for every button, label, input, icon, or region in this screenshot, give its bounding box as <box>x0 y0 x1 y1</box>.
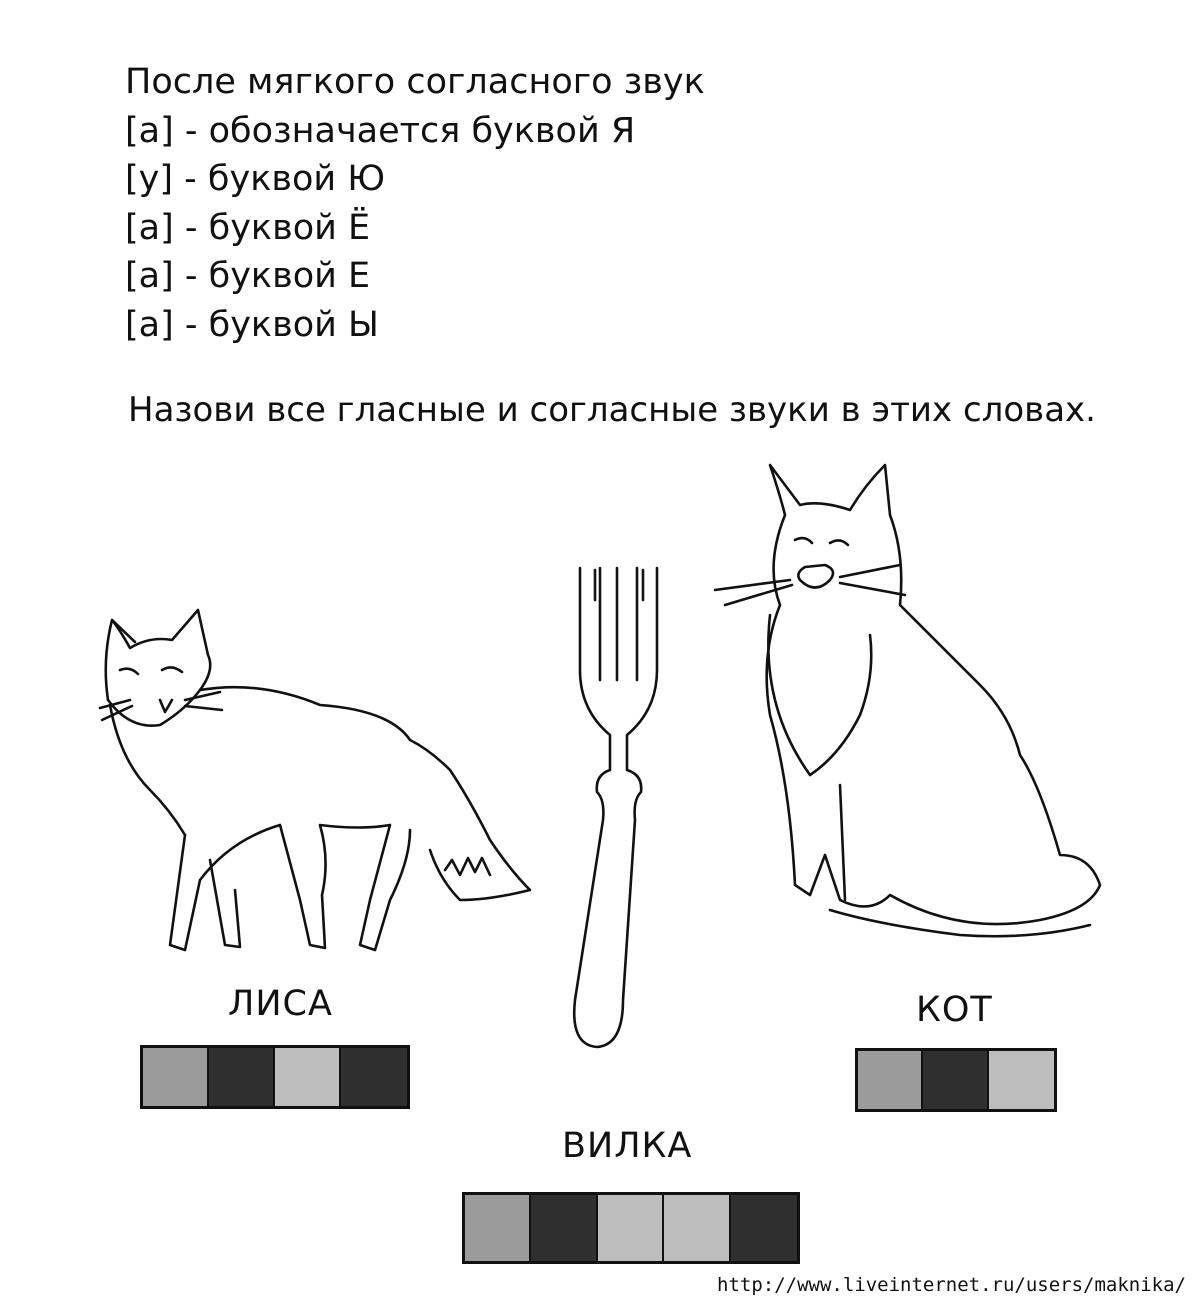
word-fox: ЛИСА <box>228 984 333 1024</box>
sound-scheme-cat <box>855 1048 1057 1112</box>
scheme-cell <box>143 1048 209 1106</box>
cat-illustration <box>700 455 1120 955</box>
watermark-url: http://www.liveinternet.ru/users/maknika/ <box>717 1274 1186 1296</box>
fork-illustration <box>555 560 675 1050</box>
sound-scheme-fork <box>462 1192 800 1264</box>
fox-illustration <box>90 600 540 960</box>
scheme-cell <box>989 1051 1054 1109</box>
scheme-cell <box>598 1195 664 1261</box>
scheme-cell <box>923 1051 988 1109</box>
scheme-cell <box>664 1195 730 1261</box>
rule-line-6: [а] - буквой Ы <box>125 304 379 345</box>
scheme-cell <box>531 1195 597 1261</box>
sound-scheme-fox <box>140 1045 410 1109</box>
word-cat: КОТ <box>916 990 993 1030</box>
rule-line-1: После мягкого согласного звук <box>125 62 705 102</box>
word-fork: ВИЛКА <box>562 1126 693 1166</box>
scheme-cell <box>731 1195 797 1261</box>
scheme-cell <box>341 1048 407 1106</box>
rule-line-4: [а] - буквой Ё <box>125 207 371 248</box>
scheme-cell <box>275 1048 341 1106</box>
rule-line-3: [у] - буквой Ю <box>125 159 386 199</box>
rules-block <box>125 58 705 349</box>
scheme-cell <box>465 1195 531 1261</box>
rule-line-5: [а] - буквой Е <box>125 256 371 296</box>
task-instruction: Назови все гласные и согласные звуки в этих словах. <box>128 390 1096 430</box>
scheme-cell <box>209 1048 275 1106</box>
scheme-cell <box>858 1051 923 1109</box>
rule-line-2: [а] - обозначается буквой Я <box>125 110 636 151</box>
